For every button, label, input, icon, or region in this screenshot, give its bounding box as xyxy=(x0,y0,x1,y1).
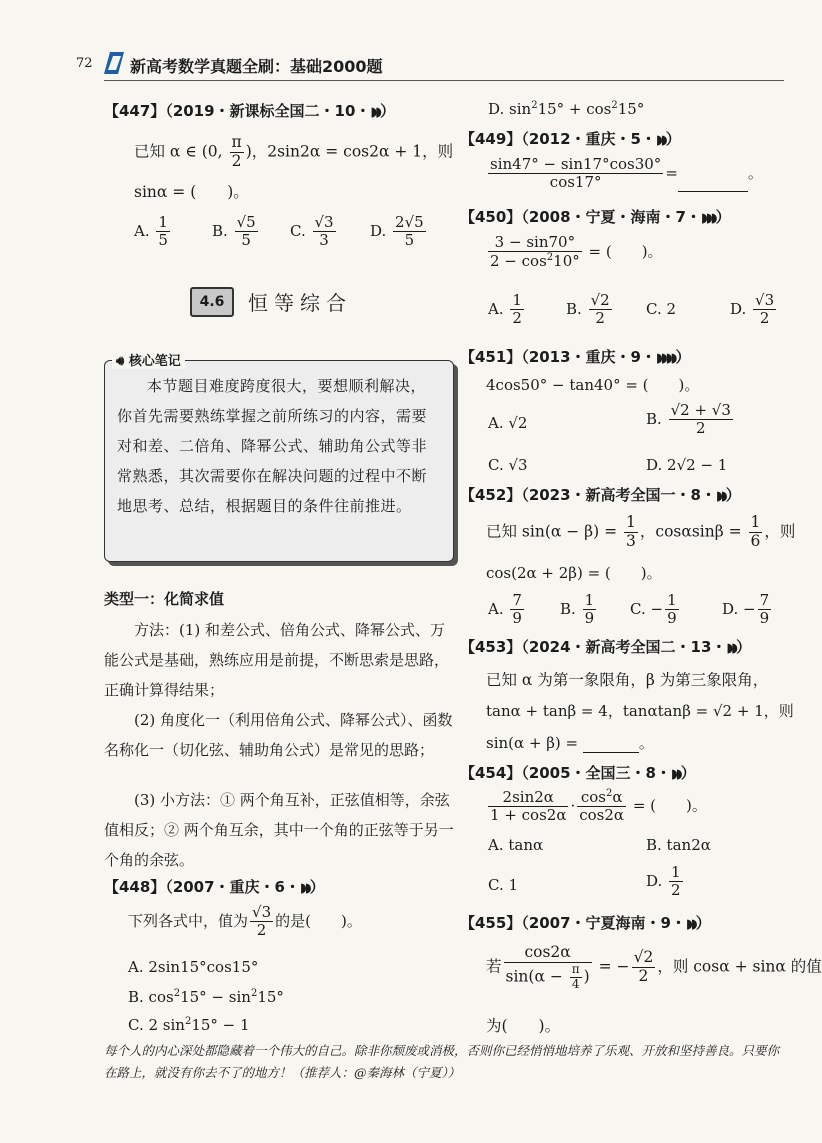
q452-option-a: A. $\frac{7}{9}$ xyxy=(488,591,522,628)
q450-option-a: A. $\frac{1}{2}$ xyxy=(488,291,522,328)
q453-header: 【453】（2024・新高考全国二・13・◗◗） xyxy=(460,638,752,656)
q452-header: 【452】（2023・新高考全国一・8・◗◗） xyxy=(460,486,741,504)
difficulty-moon-icon: ◗ xyxy=(304,881,310,896)
q448-header: 【448】（2007・重庆・6・◗◗） xyxy=(104,878,325,896)
q452-option-b: B. $\frac{1}{9}$ xyxy=(560,591,595,628)
footer-line-2: 在路上，就没有你去不了的地方！（推荐人：@秦海林（宁夏）） xyxy=(104,1065,461,1080)
q448-option-d: D. $\sin^215^\circ + \cos^215^\circ$ xyxy=(488,100,645,118)
difficulty-moon-icon: ◗ xyxy=(710,211,716,226)
q452-stem: 已知 sin(α − β) = $\frac{1}{3}$ ，cosαsinβ = $\frac{1}{6}$ ，则 xyxy=(486,513,796,550)
difficulty-moon-icon: ◗ xyxy=(675,767,681,782)
q450-option-b: B. $\frac{√2}{2}$ xyxy=(566,291,610,328)
difficulty-moon-icon: ◗ xyxy=(656,351,661,366)
book-title: 新高考数学真题全刷：基础2000题 xyxy=(130,57,383,76)
core-note-box xyxy=(104,360,454,562)
difficulty-moon-icon: ◗ xyxy=(375,105,381,120)
q450-header: 【450】（2008・宁夏・海南・7・◗◗◗） xyxy=(460,208,731,226)
core-note-text: 本节题目难度跨度很大，要想顺利解决，你首先需要熟练掌握之前所练习的内容，需要对和差、二倍角、降幂公式、辅助角公式等非常熟悉，其次需要你在解决问题的过程中不断地思考、总结，根据题目的条件往前推进。 xyxy=(117,377,428,515)
q451-option-b: B. $\frac{√2 + √3}{2}$ xyxy=(646,401,731,438)
q449-header: 【449】（2012・重庆・5・◗◗） xyxy=(460,130,681,148)
q450-option-d: D. $\frac{√3}{2}$ xyxy=(730,291,775,328)
type1-method-1: 方法：(1) 和差公式、倍角公式、降幂公式、万能公式是基础，熟练应用是前提，不断思索是思路，正确计算得结果； xyxy=(104,621,450,699)
q447-option-c: C. $\frac{√3}{3}$ xyxy=(290,213,334,250)
difficulty-moon-icon: ◗ xyxy=(660,133,666,148)
difficulty-moon-icon: ◗ xyxy=(720,489,726,504)
type1-method-2: (2) 角度化一（利用倍角公式、降幂公式）、函数名称化一（切化弦、辅助角公式）是常见的思路； xyxy=(104,711,453,759)
q454-header: 【454】（2005・全国三・8・◗◗） xyxy=(460,764,696,782)
q454-option-a: A. tanα xyxy=(488,836,544,854)
q452-option-c: C. − $\frac{1}{9}$ xyxy=(630,591,677,628)
q454-option-c: C. 1 xyxy=(488,876,519,894)
q447-stem-line2: sinα = ( )。 xyxy=(134,183,249,201)
type1-method-3: (3) 小方法：① 两个角互补，正弦值相等，余弦值相反；② 两个角互余，其中一个角的正弦等于另一个角的余弦。 xyxy=(104,791,454,869)
q451-option-d: D. 2√2 − 1 xyxy=(646,456,728,474)
answer-blank[interactable] xyxy=(678,191,748,192)
difficulty-moon-icon: ◗ xyxy=(656,133,661,148)
q451-header: 【451】（2013・重庆・9・◗◗◗◗） xyxy=(460,348,691,366)
q454-stem: $\frac{2\sin 2\alpha}{1 + \cos 2\alpha}$ · $\frac{\cos^2\alpha}{\cos 2\alpha}$ = ( )。 xyxy=(490,787,707,825)
difficulty-moon-icon: ◗ xyxy=(731,641,737,656)
difficulty-moon-icon: ◗ xyxy=(686,917,691,932)
q451-stem: 4cos50° − tan40° = ( )。 xyxy=(486,376,700,394)
q448-option-c: C. 2 $\sin^215^\circ - 1$ xyxy=(128,1016,250,1034)
difficulty-moon-icon: ◗ xyxy=(671,767,676,782)
section-title: 恒等综合 xyxy=(248,291,352,315)
q455-line2: 为( )。 xyxy=(486,1017,561,1035)
footer-line-1: 每个人的内心深处都隐藏着一个伟大的自己。除非你颓废或消极，否则你已经悄悄地培养了乐观、开放和坚持善良。只要你 xyxy=(104,1043,780,1058)
difficulty-moon-icon: ◗ xyxy=(665,351,671,366)
q447-stem: 已知 α ∈ (0, $\frac{\pi}{2}$ )，2sin2α = cos2α + 1，则 xyxy=(134,133,454,170)
q453-line2: tanα + tanβ = 4，tanαtanβ = √2 + 1，则 xyxy=(486,702,794,720)
type1-title: 类型一：化简求值 xyxy=(104,590,225,608)
q447-option-b: B. $\frac{√5}{5}$ xyxy=(212,213,256,250)
q454-option-b: B. tan2α xyxy=(646,836,711,854)
difficulty-moon-icon: ◗ xyxy=(660,351,666,366)
q450-stem: $\frac{3 - \sin 70^\circ}{2 - \cos^210^\circ}$ = ( )。 xyxy=(490,233,663,271)
q450-option-c: C. 2 xyxy=(646,300,677,318)
q451-option-a: A. √2 xyxy=(488,414,528,432)
q452-option-d: D. − $\frac{7}{9}$ xyxy=(722,591,770,628)
q453-line1: 已知 α 为第一象限角，β 为第三象限角， xyxy=(486,671,769,689)
q447-header: 【447】（2019・新课标全国二・10・◗◗） xyxy=(104,102,396,120)
q447-option-a: A. $\frac{1}{5}$ xyxy=(134,213,168,250)
q451-option-c: C. √3 xyxy=(488,456,528,474)
q449-stem: $\frac{\sin 47^\circ - \sin 17^\circ\cos 30^\circ}{\cos 17^\circ}$ = 。 xyxy=(490,155,763,192)
difficulty-moon-icon: ◗ xyxy=(690,917,696,932)
header-rule xyxy=(104,80,784,81)
difficulty-moon-icon: ◗ xyxy=(716,489,721,504)
q448-option-a: A. 2sin15°cos15° xyxy=(128,958,259,976)
speaker-icon: 🔊︎ xyxy=(116,354,125,369)
page-number: 72 xyxy=(76,56,93,71)
answer-blank[interactable] xyxy=(583,752,639,753)
q452-stem-line2: cos(2α + 2β) = ( )。 xyxy=(486,564,662,582)
difficulty-moon-icon: ◗ xyxy=(370,105,376,120)
difficulty-moon-icon: ◗ xyxy=(300,881,305,896)
q447-option-d: D. $\frac{2√5}{5}$ xyxy=(370,213,424,250)
difficulty-moon-icon: ◗ xyxy=(726,641,732,656)
book-logo-icon xyxy=(104,50,126,76)
core-note-label: 🔊︎ 核心笔记 xyxy=(112,350,185,369)
q454-option-d: D. $\frac{1}{2}$ xyxy=(646,863,681,900)
difficulty-moon-icon: ◗ xyxy=(701,211,706,226)
difficulty-moon-icon: ◗ xyxy=(670,351,676,366)
footer-quote xyxy=(104,1040,794,1084)
q455-stem: 若 cos2α sin(α − $\frac{\pi}{4}$ ) = − $\frac{√2}{2}$ ，则 cosα + sinα 的值 xyxy=(486,943,822,991)
section-badge: 4.6 xyxy=(190,287,234,317)
q448-stem: 下列各式中，值为 $\frac{√3}{2}$ 的是( )。 xyxy=(128,903,362,940)
difficulty-moon-icon: ◗ xyxy=(705,211,711,226)
q448-option-b: B. $\cos^215^\circ - \sin^215^\circ$ xyxy=(128,988,284,1006)
q455-header: 【455】（2007・宁夏海南・9・◗◗） xyxy=(460,914,711,932)
q453-line3: sin(α + β) = 。 xyxy=(486,734,654,752)
